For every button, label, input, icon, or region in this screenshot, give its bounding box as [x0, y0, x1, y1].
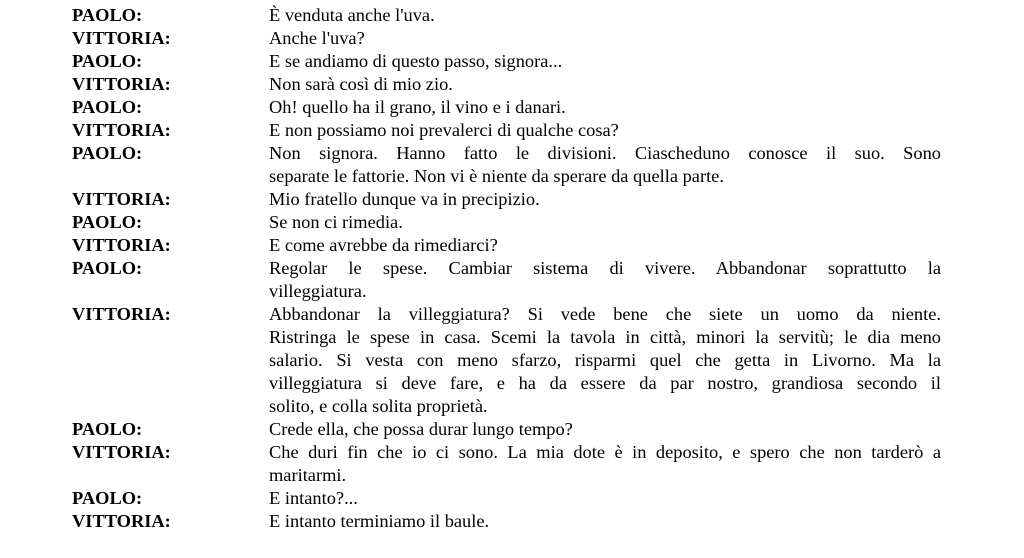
dialogue-text: Non sarà così di mio zio. — [269, 74, 453, 94]
speaker-name: VITTORIA: — [72, 304, 171, 324]
dialogue-text: E non possiamo noi prevalerci di qualche cosa? — [269, 120, 619, 140]
speaker-name: PAOLO: — [72, 212, 143, 232]
dialogue-text: Che duri fin che io ci sono. La mia dote è in deposito, e spero che non tarderò a — [269, 442, 941, 462]
speaker-name: VITTORIA: — [72, 235, 171, 255]
dialogue-text: Abbandonar la villeggiatura? Si vede bene che siete un uomo da niente. — [269, 304, 941, 324]
dialogue-text: Ristringa le spese in casa. Scemi la tavola in città, minori la servitù; le dia meno — [269, 327, 941, 347]
dialogue-text: Se non ci rimedia. — [269, 212, 403, 232]
dialogue-text: E come avrebbe da rimediarci? — [269, 235, 498, 255]
dialogue-text: Mio fratello dunque va in precipizio. — [269, 189, 540, 209]
speaker-name: PAOLO: — [72, 5, 143, 25]
speaker-name: VITTORIA: — [72, 442, 171, 462]
speaker-name: VITTORIA: — [72, 511, 171, 531]
dialogue-text: separate le fattorie. Non vi è niente da sperare da quella parte. — [269, 166, 724, 186]
dialogue-text: solito, e colla solita proprietà. — [269, 396, 488, 416]
dialogue-text: Regolar le spese. Cambiar sistema di vivere. Abbandonar soprattutto la — [269, 258, 941, 278]
speaker-name: VITTORIA: — [72, 120, 171, 140]
dialogue-text: E intanto terminiamo il baule. — [269, 511, 490, 531]
dialogue-text: E se andiamo di questo passo, signora... — [269, 51, 563, 71]
speaker-name: PAOLO: — [72, 97, 143, 117]
speaker-name: PAOLO: — [72, 143, 143, 163]
speaker-name: PAOLO: — [72, 419, 143, 439]
dialogue-text: villeggiatura si deve fare, e ha da essere da par nostro, grandiosa secondo il — [269, 373, 941, 393]
dialogue-text: Non signora. Hanno fatto le divisioni. Ciascheduno conosce il suo. Sono — [269, 143, 941, 163]
speaker-name: VITTORIA: — [72, 28, 171, 48]
speaker-name: PAOLO: — [72, 488, 143, 508]
dialogue-text: E intanto?... — [269, 488, 358, 508]
speaker-name: VITTORIA: — [72, 74, 171, 94]
speaker-name: PAOLO: — [72, 258, 143, 278]
dialogue-text: maritarmi. — [269, 465, 347, 485]
dialogue-text: Oh! quello ha il grano, il vino e i danari. — [269, 97, 566, 117]
dialogue-text: salario. Si vesta con meno sfarzo, risparmi quel che getta in Livorno. Ma la — [269, 350, 941, 370]
dialogue-text: Anche l'uva? — [269, 28, 365, 48]
dialogue-text: villeggiatura. — [269, 281, 367, 301]
speaker-name: PAOLO: — [72, 51, 143, 71]
speaker-name: VITTORIA: — [72, 189, 171, 209]
dialogue-text: È venduta anche l'uva. — [269, 5, 435, 25]
dialogue-text: Crede ella, che possa durar lungo tempo? — [269, 419, 573, 439]
